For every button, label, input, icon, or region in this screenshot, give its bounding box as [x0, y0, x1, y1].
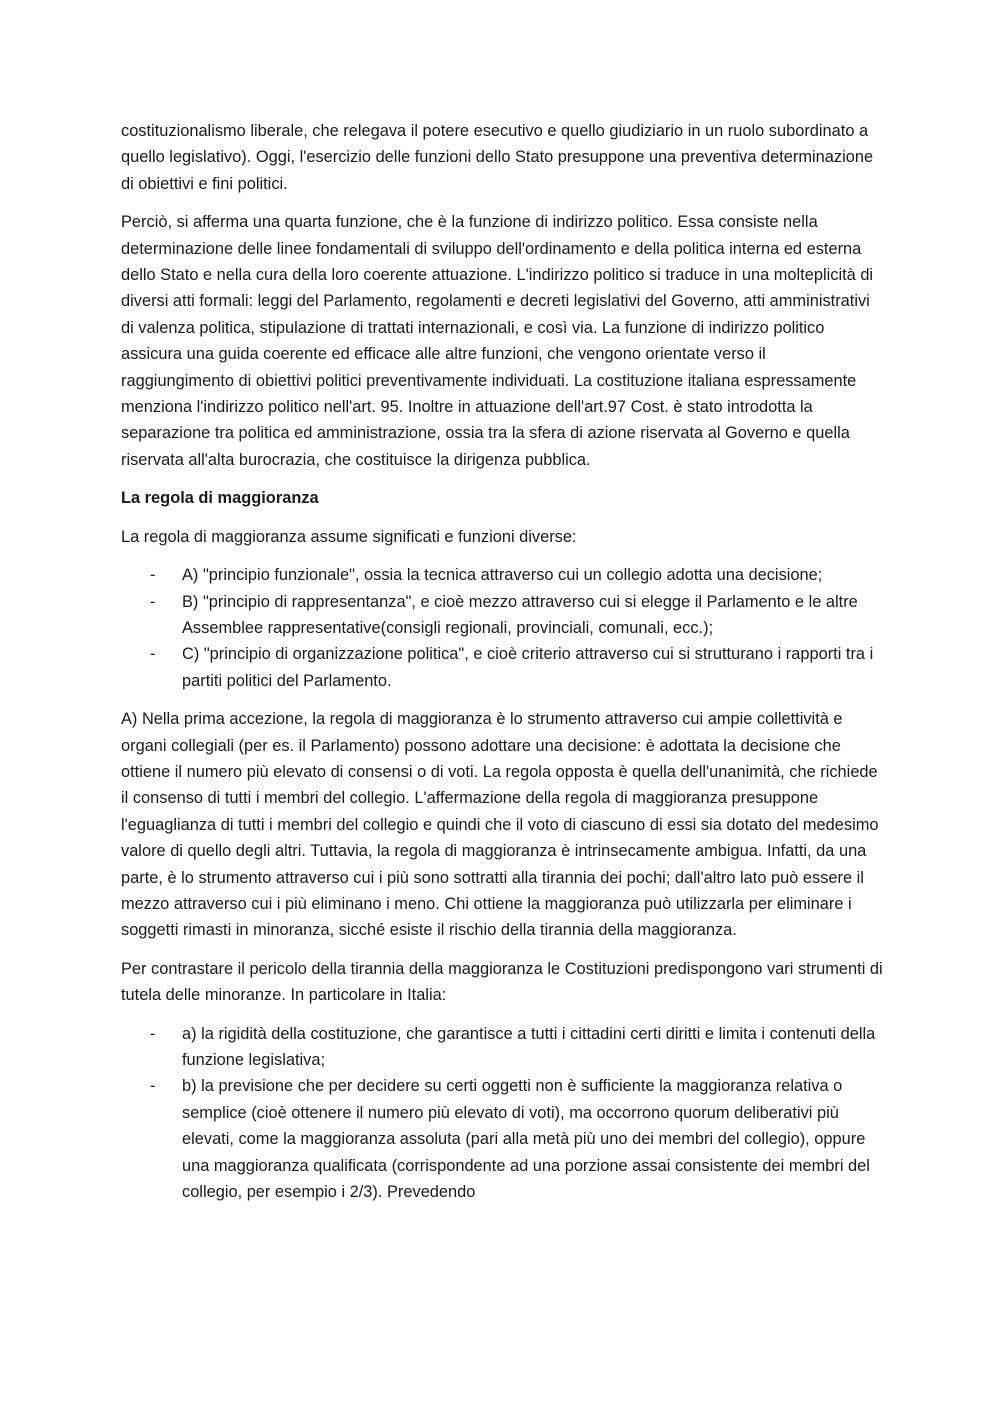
list-item — [121, 1021, 883, 1074]
list-item — [121, 641, 883, 694]
list-majority-principles — [121, 562, 883, 694]
paragraph-indirizzo-politico: Perciò, si afferma una quarta funzione, che è la funzione di indirizzo politico. Essa consiste nella determinazione delle linee fondamentali di sviluppo dell'ordinamento e della politica interna ed esterna dello Stato e nella cura della loro coerente attuazione. L'indirizzo politico si traduce in una molteplicità di diversi atti formali: leggi del Parlamento, regolamenti e decreti legislativi del Governo, atti amministrativi di valenza politica, stipulazione di trattati internazionali, e così via. La funzione di indirizzo politico assicura una guida coerente ed efficace alle altre funzioni, che vengono orientate verso il raggiungimento di obiettivi politici preventivamente individuati. La costituzione italiana espressamente menziona l'indirizzo politico nell'art. 95. Inoltre in attuazione dell'art.97 Cost. è stato introdotta la separazione tra politica ed amministrazione, ossia tra la sfera di azione riservata al Governo e quella riservata all'alta burocrazia, che costituisce la dirigenza pubblica. — [121, 213, 874, 469]
paragraph-first-meaning: A) Nella prima accezione, la regola di maggioranza è lo strumento attraverso cui ampie collettività e organi collegiali (per es. il Parlamento) possono adottare una decisione: è adottata la decisione che ottiene il numero più elevato di consensi o di voti. La regola opposta è quella dell'unanimità, che richiede il consenso di tutti i membri del collegio. L'affermazione della regola di maggioranza presuppone l'eguaglianza di tutti i membri del collegio e quindi che il voto di ciascuno di essi sia dotato del medesimo valore di quello degli altri. Tuttavia, la regola di maggioranza è intrinsecamente ambigua. Infatti, da una parte, è lo strumento attraverso cui i più sono sottratti alla tirannia dei pochi; dall'altro lato può essere il mezzo attraverso cui i più eliminano i meno. Chi ottiene la maggioranza può utilizzarla per eliminare i soggetti rimasti in minoranza, sicché esiste il rischio della tirannia della maggioranza. — [121, 710, 879, 940]
list-minority-tools — [121, 1021, 883, 1206]
list-item-text: A) "principio funzionale", ossia la tecnica attraverso cui un collegio adotta una decisione; — [182, 566, 823, 585]
section-heading-majority-rule: La regola di maggioranza — [121, 489, 319, 508]
list-item — [121, 1073, 883, 1205]
dash-bullet: - — [150, 645, 156, 664]
paragraph-liberal-constitutionalism: costituzionalismo liberale, che relegava il potere esecutivo e quello giudiziario in un ruolo subordinato a quello legislativo). Oggi, l'esercizio delle funzioni dello Stato presuppone una preventiva determinazione di obiettivi e fini politici. — [121, 122, 874, 193]
dash-bullet: - — [150, 566, 156, 585]
list-item — [121, 589, 883, 642]
dash-bullet: - — [150, 1024, 156, 1043]
document-page — [121, 118, 883, 1217]
list-item-text: a) la rigidità della costituzione, che garantisce a tutti i cittadini certi diritti e limita i contenuti della funzione legislativa; — [182, 1024, 876, 1069]
paragraph-majority-meanings: La regola di maggioranza assume significati e funzioni diverse: — [121, 527, 577, 546]
dash-bullet: - — [150, 592, 156, 611]
list-item-text: B) "principio di rappresentanza", e cioè mezzo attraverso cui si elegge il Parlamento e le altre Assemblee rappresentative(consigli regionali, provinciali, comunali, ecc.); — [182, 592, 858, 637]
list-item-text: C) "principio di organizzazione politica", e cioè criterio attraverso cui si strutturano i rapporti tra i partiti politici del Parlamento. — [182, 645, 874, 690]
list-item — [121, 562, 883, 588]
paragraph-minority-protection: Per contrastare il pericolo della tirannia della maggioranza le Costituzioni predispongono vari strumenti di tutela delle minoranze. In particolare in Italia: — [121, 959, 883, 1005]
list-item-text: b) la previsione che per decidere su certi oggetti non è sufficiente la maggioranza relativa o semplice (cioè ottenere il numero più elevato di voti), ma occorrono quorum deliberativi più elevati, come la maggioranza assoluta (pari alla metà più uno dei membri del collegio), oppure una maggioranza qualificata (corrispondente ad una porzione assai consistente dei membri del collegio, per esempio i 2/3). Prevedendo — [182, 1077, 870, 1202]
dash-bullet: - — [150, 1077, 156, 1096]
